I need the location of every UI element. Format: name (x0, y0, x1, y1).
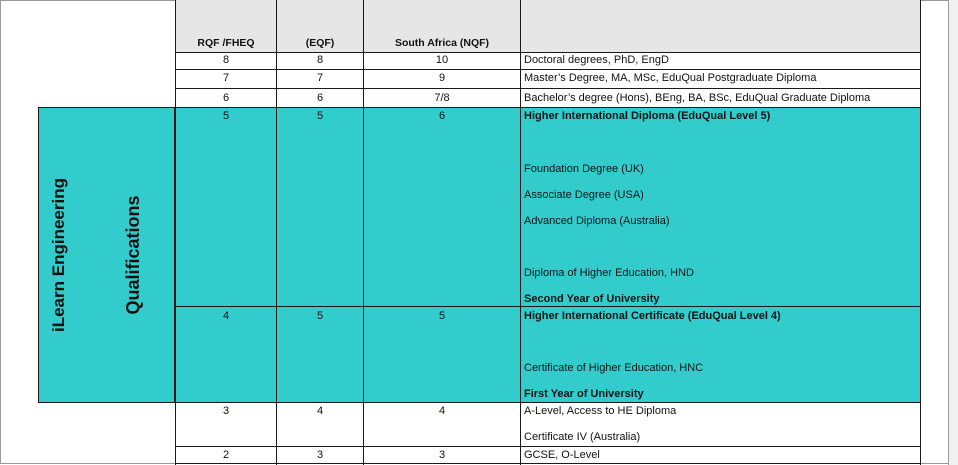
cell-nqf: 3 (438, 449, 446, 461)
cell-eqf: 7 (316, 72, 324, 84)
cell-eqf: 5 (316, 110, 324, 122)
side-label-ilearn: iLearn Engineering (49, 178, 68, 332)
grid-line (175, 52, 921, 53)
cell-description: Advanced Diploma (Australia) (524, 215, 670, 227)
cell-description: Associate Degree (USA) (524, 189, 644, 201)
header-eqf: (EQF) (305, 37, 335, 49)
cell-description: Bachelor’s degree (Hons), BEng, BA, BSc, EduQual Graduate Diploma (524, 92, 871, 104)
cell-rqf: 8 (222, 54, 230, 66)
cell-nqf: 6 (438, 110, 446, 122)
cell-rqf: 6 (222, 92, 230, 104)
scrollbar-strip[interactable] (948, 0, 958, 465)
cell-nqf: 5 (438, 310, 446, 322)
side-label-qualifications: Qualifications (123, 195, 143, 315)
grid-line (175, 306, 921, 307)
cell-eqf: 6 (316, 92, 324, 104)
grid-line (175, 88, 921, 89)
cell-nqf: 4 (438, 405, 446, 417)
cell-description: Foundation Degree (UK) (524, 163, 644, 175)
grid-line (175, 446, 921, 447)
cell-description: Doctoral degrees, PhD, EngD (524, 54, 669, 66)
cell-rqf: 5 (222, 110, 230, 122)
cell-nqf: 10 (435, 54, 449, 66)
header-nqf: South Africa (NQF) (394, 37, 490, 49)
grid-line (175, 69, 921, 70)
cell-rqf: 4 (222, 310, 230, 322)
cell-description: Certificate IV (Australia) (524, 431, 641, 443)
cell-description: Master’s Degree, MA, MSc, EduQual Postgraduate Diploma (524, 72, 817, 84)
cell-eqf: 4 (316, 405, 324, 417)
cell-description-heading: First Year of University (524, 388, 644, 400)
cell-rqf: 2 (222, 449, 230, 461)
cell-nqf: 9 (438, 72, 446, 84)
cell-rqf: 3 (222, 405, 230, 417)
grid-line (175, 463, 921, 464)
cell-description-heading: Higher International Diploma (EduQual Level 5) (524, 110, 771, 122)
header-rqf: RQF /FHEQ (197, 37, 255, 49)
cell-eqf: 5 (316, 310, 324, 322)
cell-description: Diploma of Higher Education, HND (524, 267, 694, 279)
cell-description-heading: Higher International Certificate (EduQual Level 4) (524, 310, 781, 322)
cell-description-heading: Second Year of University (524, 293, 660, 305)
cell-description: GCSE, O-Level (524, 449, 600, 461)
cell-eqf: 3 (316, 449, 324, 461)
cell-eqf: 8 (316, 54, 324, 66)
cell-description: A-Level, Access to HE Diploma (524, 405, 677, 417)
cell-rqf: 7 (222, 72, 230, 84)
cell-description: Certificate of Higher Education, HNC (524, 362, 704, 374)
cell-nqf: 7/8 (434, 92, 450, 104)
